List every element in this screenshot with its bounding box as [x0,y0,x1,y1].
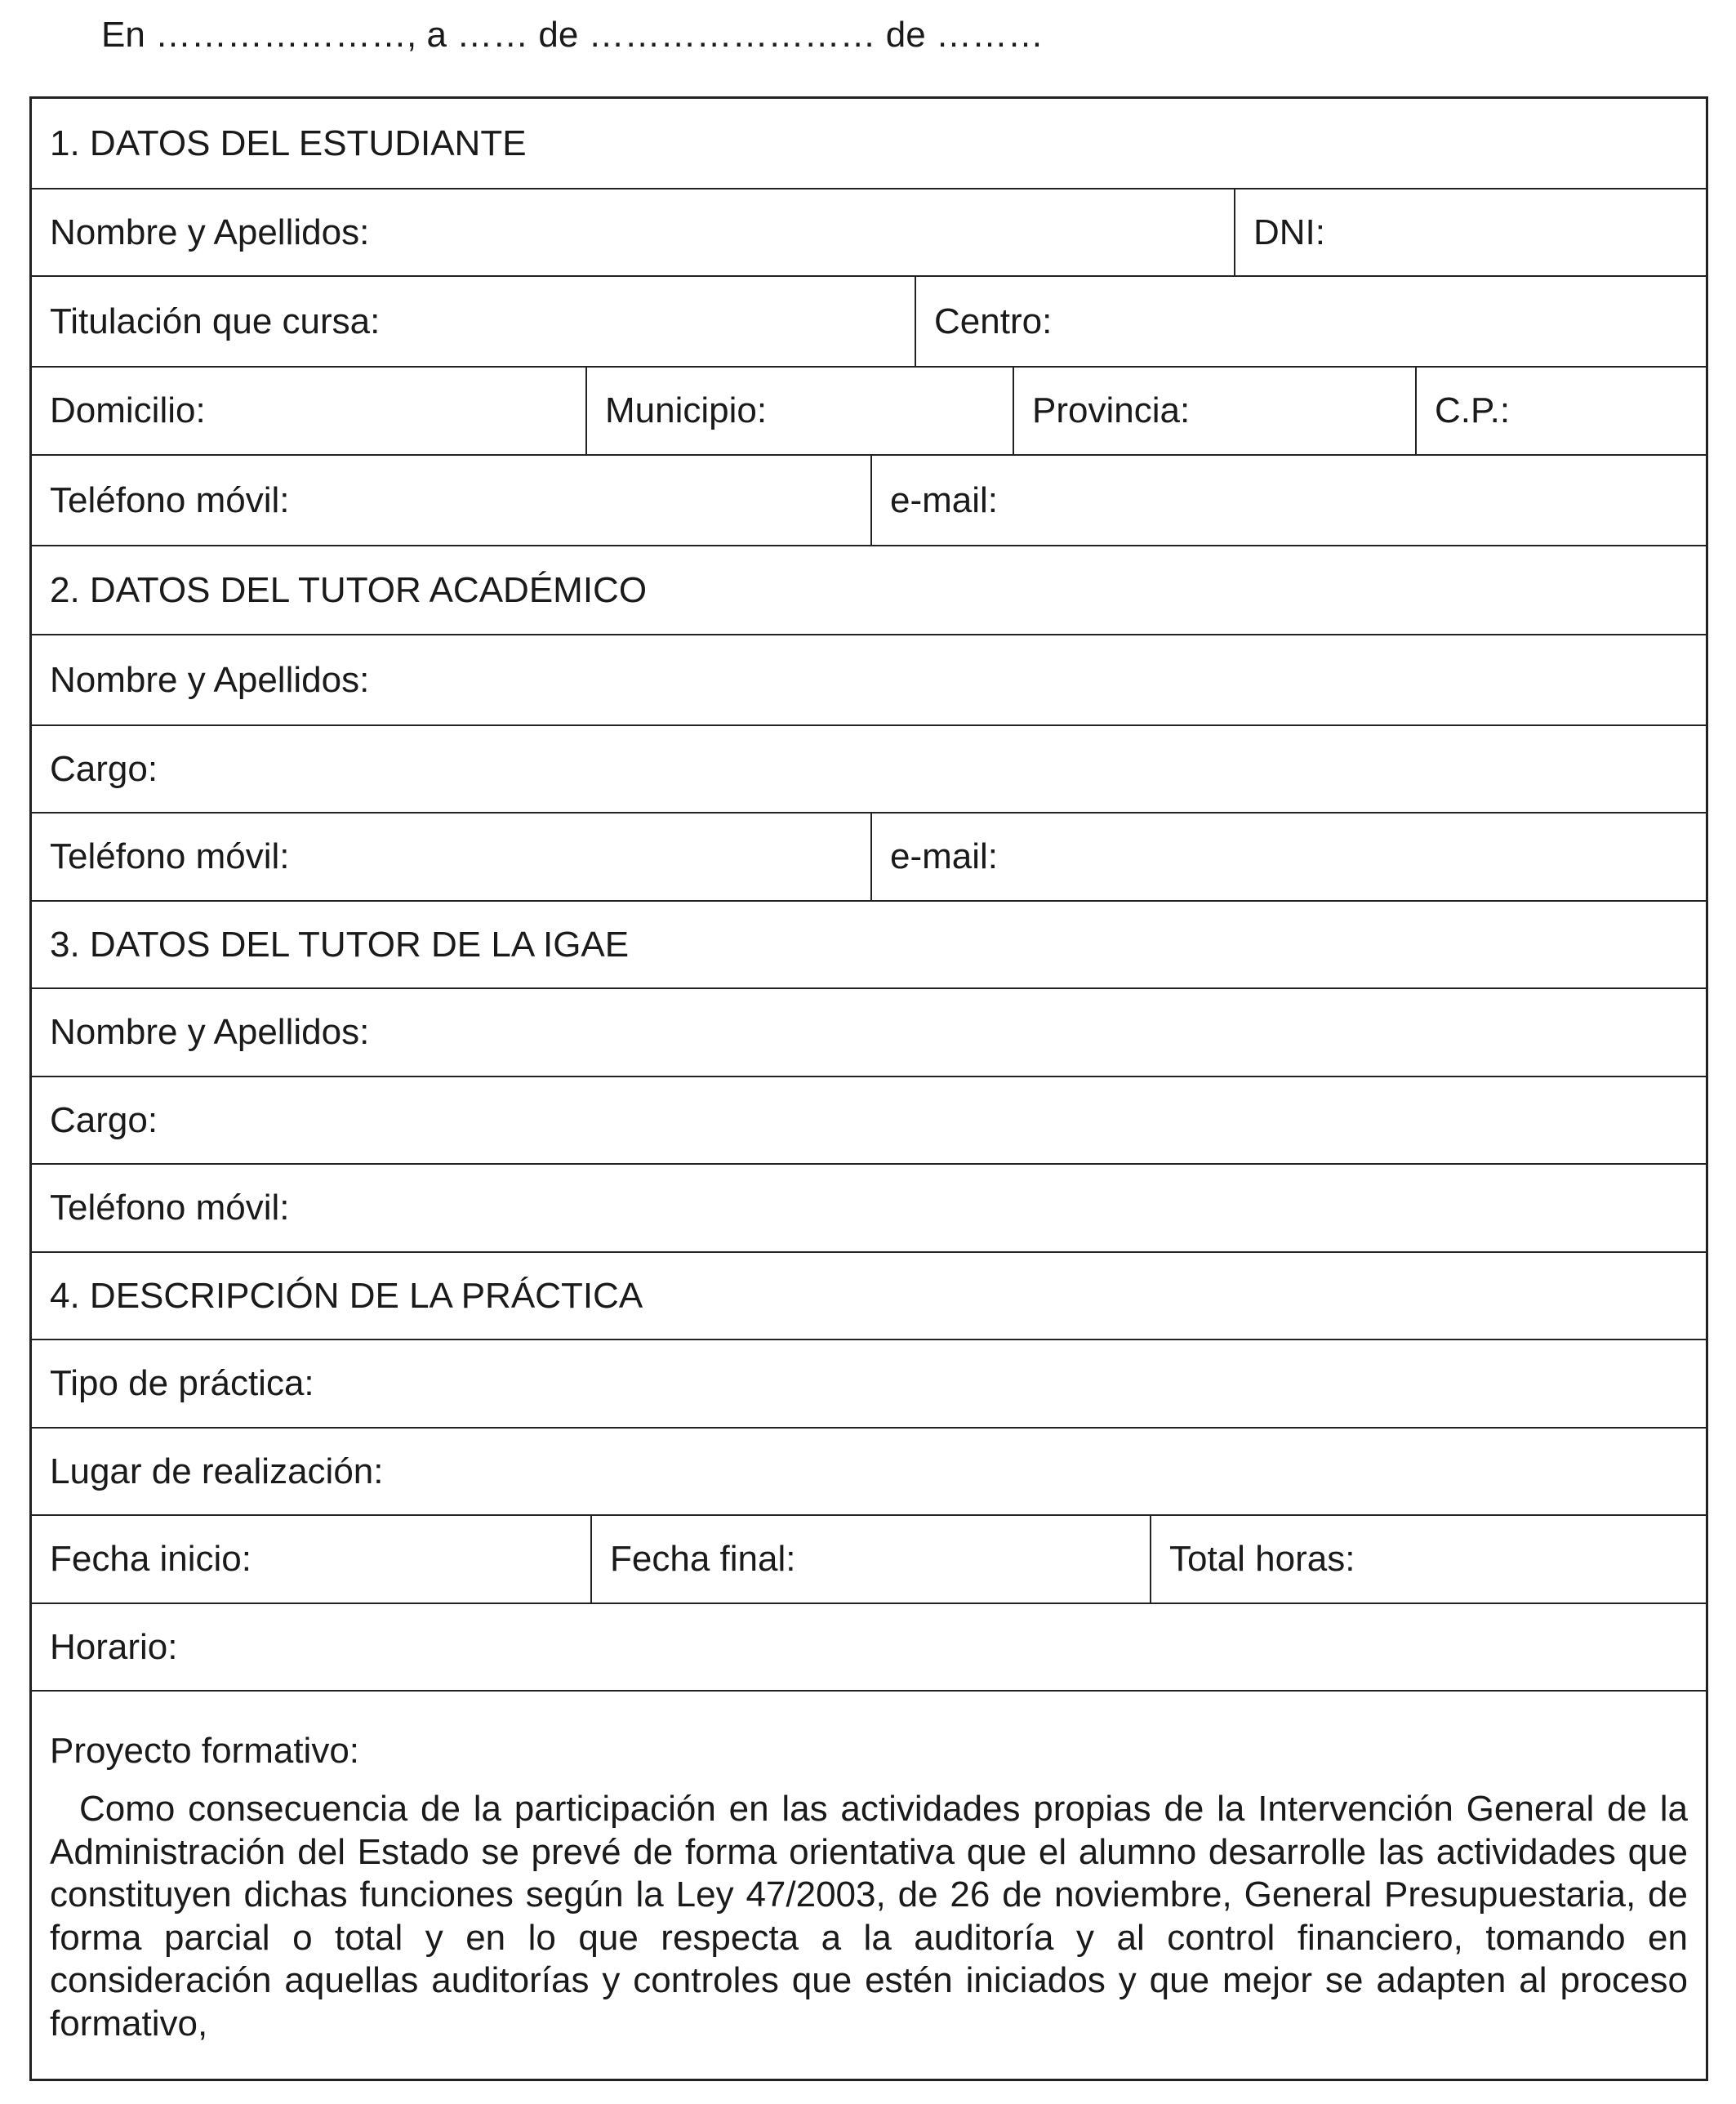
row-internship-type [32,1340,1706,1429]
row-student-degree [32,277,1706,368]
section-header-internship [32,1253,1706,1340]
field-internship-location[interactable]: Lugar de realización: [50,1451,384,1491]
field-igae-tutor-phone[interactable]: Teléfono móvil: [50,1188,290,1228]
row-igae-tutor-position [32,1077,1706,1165]
row-training-project [32,1692,1706,2079]
internship-form [29,96,1708,2081]
field-start-date[interactable]: Fecha inicio: [50,1539,252,1579]
field-academic-tutor-name[interactable]: Nombre y Apellidos: [50,659,370,700]
field-total-hours[interactable]: Total horas: [1150,1516,1706,1603]
date-line: En …………………, a …… de …………………… de ……… [101,15,1044,55]
field-student-dni[interactable]: DNI: [1234,189,1706,275]
field-student-center[interactable]: Centro: [915,277,1706,366]
field-student-phone[interactable]: Teléfono móvil: [50,479,290,520]
section-header-student [32,99,1706,189]
section-title-internship: 4. DESCRIPCIÓN DE LA PRÁCTICA [50,1275,643,1316]
field-academic-tutor-position[interactable]: Cargo: [50,748,158,789]
row-igae-tutor-phone [32,1165,1706,1253]
field-internship-type[interactable]: Tipo de práctica: [50,1363,314,1403]
row-internship-dates [32,1516,1706,1604]
section-title-igae-tutor: 3. DATOS DEL TUTOR DE LA IGAE [50,924,630,965]
row-student-name [32,189,1706,277]
row-academic-tutor-position [32,726,1706,814]
section-header-academic-tutor [32,546,1706,635]
field-student-municipality[interactable]: Municipio: [585,368,1013,454]
section-header-igae-tutor [32,902,1706,989]
row-student-address [32,368,1706,456]
row-internship-location [32,1429,1706,1516]
field-student-email[interactable]: e-mail: [870,456,1706,545]
row-academic-tutor-name [32,635,1706,726]
row-internship-schedule [32,1604,1706,1692]
training-project-block [32,1692,1706,2079]
field-student-name[interactable]: Nombre y Apellidos: [50,212,370,252]
field-student-degree[interactable]: Titulación que cursa: [50,301,381,341]
field-end-date[interactable]: Fecha final: [590,1516,1150,1603]
field-student-province[interactable]: Provincia: [1013,368,1415,454]
field-student-postal-code[interactable]: C.P.: [1415,368,1706,454]
field-academic-tutor-email[interactable]: e-mail: [870,814,1706,900]
field-academic-tutor-phone[interactable]: Teléfono móvil: [50,836,290,876]
section-title-student: 1. DATOS DEL ESTUDIANTE [50,123,527,163]
row-academic-tutor-contact [32,814,1706,902]
section-title-academic-tutor: 2. DATOS DEL TUTOR ACADÉMICO [50,569,648,610]
training-project-text: Como consecuencia de la participación en las actividades propias de la Intervención General de la Administración del Estado se prevé de forma orientativa que el alumno desarrolle las actividades que constituyen dichas funciones según la Ley 47/2003, de 26 de noviembre, General Presupuestaria, de forma parcial o total y en lo que respecta a la auditoría y al control financiero, tomando en consideración aquellas auditorías y controles que estén iniciados y que mejor se adapten al proceso formativo, [50,1789,1688,2044]
row-student-contact [32,456,1706,546]
field-igae-tutor-name[interactable]: Nombre y Apellidos: [50,1012,370,1052]
field-student-address[interactable]: Domicilio: [50,390,206,430]
row-igae-tutor-name [32,989,1706,1077]
field-schedule[interactable]: Horario: [50,1626,178,1667]
field-igae-tutor-position[interactable]: Cargo: [50,1099,158,1140]
training-project-label: Proyecto formativo: [50,1731,360,1771]
